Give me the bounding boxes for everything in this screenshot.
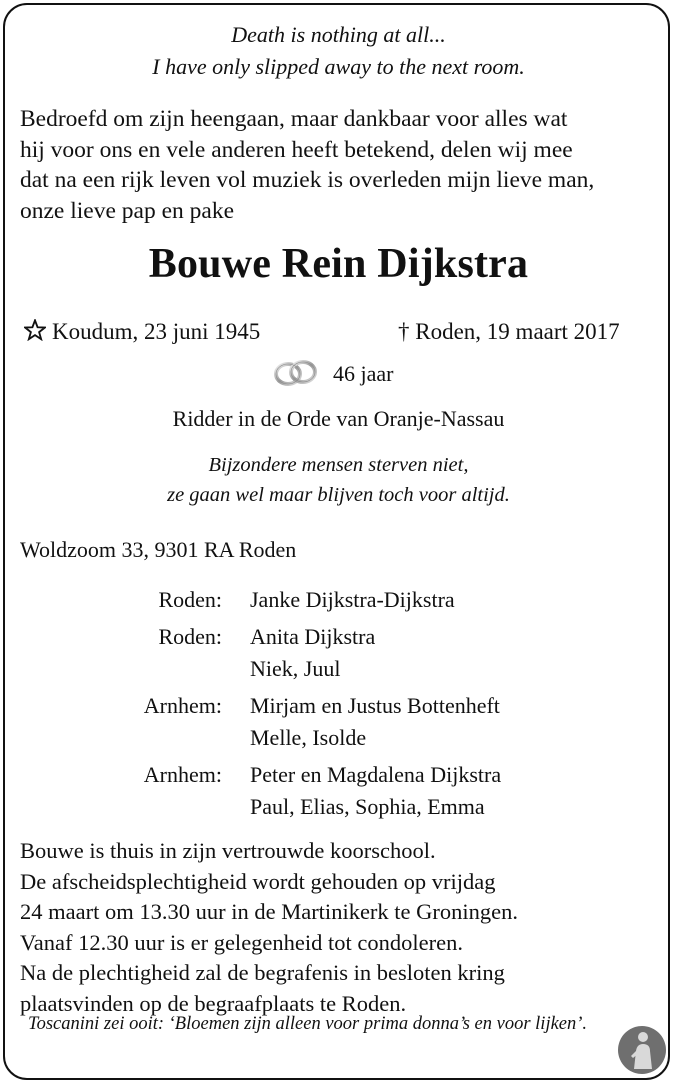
home-address: Woldzoom 33, 9301 RA Roden: [20, 537, 297, 562]
wedding-rings-icon: [272, 358, 320, 388]
birth-date: Koudum, 23 juni 1945: [52, 319, 261, 344]
quote-line-1: Bijzondere mensen sterven niet,: [208, 454, 469, 476]
star-icon: [24, 319, 46, 341]
funeral-line: 24 maart om 13.30 uur in de Martinikerk te Groningen.: [20, 899, 519, 924]
family-place: Arnhem:: [143, 693, 222, 718]
family-names: Niek, Juul: [250, 655, 341, 681]
funeral-line: plaatsvinden op de begraafplaats te Roden.: [20, 990, 407, 1016]
honor-title: Ridder in de Orde van Oranje-Nassau: [172, 406, 505, 431]
birth-info: [24, 319, 260, 345]
family-list: [0, 584, 677, 822]
deceased-name: Bouwe Rein Dijkstra: [148, 241, 529, 287]
figure-silhouette-logo: [617, 1025, 667, 1075]
intro-line: onze lieve pap en pake: [20, 197, 235, 224]
marriage-years: 46 jaar: [333, 361, 394, 386]
family-names: Paul, Elias, Sophia, Emma: [250, 793, 485, 819]
family-names: Melle, Isolde: [250, 724, 367, 750]
funeral-details: [20, 836, 518, 1019]
family-names: Mirjam en Justus Bottenheft: [250, 693, 500, 718]
intro-line: hij voor ons en vele anderen heeft betekend, delen wij mee: [20, 136, 573, 163]
intro-line: dat na een rijk leven vol muziek is overleden mijn lieve man,: [20, 167, 595, 193]
quote-line-2: ze gaan wel maar blijven toch voor altijd.: [167, 484, 510, 506]
death-date: † Roden, 19 maart 2017: [398, 319, 620, 344]
family-names: Peter en Magdalena Dijkstra: [250, 762, 502, 787]
family-names: Anita Dijkstra: [250, 624, 376, 649]
family-names: Janke Dijkstra-Dijkstra: [250, 587, 455, 612]
family-place: Roden:: [158, 587, 222, 612]
family-row: [0, 690, 677, 759]
footer-quote: Toscanini zei ooit: ‘Bloemen zijn alleen voor prima donna’s en voor lijken’.: [28, 1014, 588, 1034]
funeral-line: Vanaf 12.30 uur is er gelegenheid tot condoleren.: [20, 929, 463, 955]
motto-line-1: Death is nothing at all...: [231, 22, 446, 47]
intro-text: [20, 104, 594, 226]
funeral-line: De afscheidsplechtigheid wordt gehouden op vrijdag: [20, 868, 496, 894]
family-place: Roden:: [158, 624, 222, 649]
family-row: [0, 759, 677, 822]
family-row: [0, 584, 677, 621]
funeral-line: Na de plechtigheid zal de begrafenis in besloten kring: [20, 960, 505, 985]
intro-line: Bedroefd om zijn heengaan, maar dankbaar voor alles wat: [20, 106, 568, 132]
funeral-line: Bouwe is thuis in zijn vertrouwde koorschool.: [20, 838, 436, 863]
family-row: [0, 621, 677, 690]
family-place: Arnhem:: [143, 762, 222, 787]
motto-line-2: I have only slipped away to the next room.: [152, 54, 525, 79]
